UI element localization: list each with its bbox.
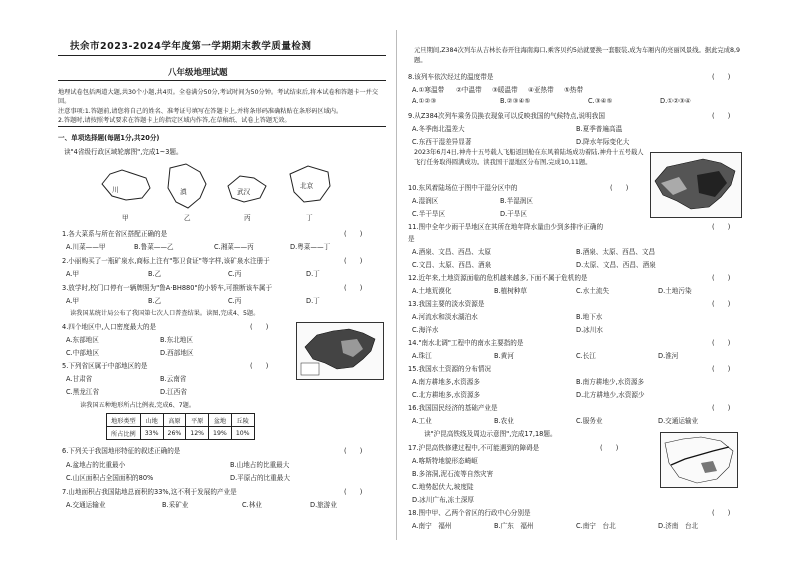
option[interactable]: B.山地占的比重最大 [230,461,290,469]
option: ④亚热带 [528,86,554,94]
intro-4-5: 读我国某统计局公布了我国第七次人口普查结果。读图,完成4、5题。 [70,310,260,317]
option[interactable]: A.甘肃省 [66,375,93,383]
option[interactable]: B.地下水 [576,313,603,321]
option[interactable]: C.丙 [228,297,242,305]
table-cell: 山地 [140,414,163,427]
option[interactable]: C.海洋水 [412,326,439,334]
intro-1-3: 读"4省级行政区域轮廓图",完成1~3题。 [64,148,183,156]
option[interactable]: D.降水年际变化大 [576,138,630,146]
option[interactable]: D.北方耕地少,水资源少 [576,391,645,399]
option[interactable]: D.交通运输业 [658,417,699,425]
intro-8-9: 元旦期间,Z384次列车从吉林长春开往海南海口,乘客贝约5站就要换一套服装,成为车厢内的亮丽风景线。据此完成8,9题。 [414,47,741,64]
option[interactable]: B.②③④⑤ [500,97,531,105]
answer-paren[interactable]: ( ) [712,404,731,412]
railway-map [660,432,738,488]
option[interactable]: A.土地荒漠化 [412,287,452,295]
column-divider [396,30,397,540]
question-16: 16.我国国民经济的基础产业是 [408,404,498,412]
relief-table [106,413,255,440]
option[interactable]: C.③④⑤ [588,97,613,105]
option[interactable]: C.湘菜——丙 [214,243,254,251]
option[interactable]: B.乙 [148,270,162,278]
question-18: 18.图中甲、乙两个省区的行政中心分别是 [408,509,531,517]
option[interactable]: B.黄河 [494,352,514,360]
table-cell: 26% [163,427,186,440]
option[interactable]: A.喀斯特地貌形态崎岖 [412,457,478,465]
option[interactable]: C.地势起伏大,坡度陡 [412,483,474,491]
option[interactable]: B.植树种草 [494,287,527,295]
question-10: 10.东风着陆场位于图中干湿分区中的 [408,184,518,192]
option[interactable]: C.黑龙江省 [66,388,100,396]
option: A.①寒温带 [412,86,445,94]
option[interactable]: A.工业 [412,417,432,425]
option[interactable]: D.土地污染 [658,287,692,295]
question-6: 6.下列关于我国地形特征的叙述正确的是 [62,447,181,455]
option: ③暖温带 [492,86,518,94]
question-7: 7.山地面积占我国陆地总面积的33%,这不利于发展的产业是 [62,488,237,496]
question-3: 3.放学时,校门口停有一辆牌照为"鲁A·BH880"的小轿车,可推断该车属于 [62,284,273,292]
question-2: 2.小丽购买了一瓶矿泉水,商标上注有"鄂卫食证"等字样,该矿泉水注册于 [62,257,270,265]
answer-paren[interactable]: ( ) [344,230,363,238]
option[interactable]: B.多溶洞,泥石流等自然灾害 [412,470,494,478]
option[interactable]: A.甲 [66,297,80,305]
question-11-cont: 是 [408,235,415,243]
option[interactable]: D.平原占的比重最大 [230,474,290,482]
province-outline-jia [96,166,154,204]
option[interactable]: A.河流水和淡水湖泊水 [412,313,478,321]
exam-subtitle: 八年级地理试题 [168,68,228,78]
intro-10-11: 2023年6月4日,神舟十五号载人飞船返回舱在东风着陆场成功着陆,神舟十五号载人飞行任务取得圆满成功。读我国干湿地区分布图,完成10,11题。 [414,149,644,166]
question-1: 1.各大菜系与所在省区搭配正确的是 [62,230,168,238]
option[interactable]: D.丁 [306,270,320,278]
railway-outline-icon [661,433,737,487]
question-5: 5.下列省区属于中部地区的是 [62,362,148,370]
table-cell: 19% [209,427,232,440]
china-outline-icon [651,153,741,217]
answer-paren[interactable]: ( ) [712,112,731,120]
option[interactable]: A.川菜——甲 [66,243,106,251]
note-line: 地理试卷包括两道大题,共30个小题,共4页。全卷满分50分,考试时间为50分钟。考试结束后,将本试卷和答题卡一并交回。 [58,89,379,106]
option[interactable]: A.湿润区 [412,197,439,205]
option[interactable]: A.珠江 [412,352,432,360]
table-cell: 33% [140,427,163,440]
china-outline-icon [297,323,383,379]
option[interactable]: A.甲 [66,270,80,278]
option[interactable]: C.水土流失 [576,287,610,295]
option[interactable]: B.南方耕地少,水资源多 [576,378,645,386]
question-11: 11.图中全年少雨干旱地区在其所在地年降水量由少到多排序正确的 [408,223,604,231]
option[interactable]: C.北方耕地多,水资源多 [412,391,481,399]
note-line: 注意事项:1.答题前,请您将自己的姓名、准考证号填写在答题卡上,并将条形码准确粘贴在条形码区域内。 [58,107,343,115]
option[interactable]: D.冰川广布,冻土深厚 [412,496,475,504]
answer-paren[interactable]: ( ) [712,365,731,373]
map-label-jia: 川 [112,186,119,194]
question-8: 8.该列车依次经过的温度带是 [408,73,494,81]
question-13: 13.我国主要的淡水资源是 [408,300,485,308]
answer-paren[interactable]: ( ) [712,300,731,308]
answer-paren[interactable]: ( ) [600,444,619,452]
option[interactable]: A.酒泉、文昌、西昌、太原 [412,248,492,256]
answer-paren[interactable]: ( ) [712,223,731,231]
answer-paren[interactable]: ( ) [344,447,363,455]
option[interactable]: B.夏季普遍高温 [576,125,623,133]
option[interactable]: D.粤菜——丁 [290,243,331,251]
option[interactable]: B.采矿业 [162,501,189,509]
answer-paren[interactable]: ( ) [712,509,731,517]
option[interactable]: D.旅游业 [310,501,337,509]
option[interactable]: A.①②③ [412,97,437,105]
question-9: 9.从Z384次列车乘务员换衣现象可以反映我国的气候特点,说明我国 [408,112,605,120]
section-heading: 一、单项选择题(每题1分,共20分) [58,134,160,142]
subtitle-rule [58,80,386,81]
dry-wet-region-map [650,152,742,218]
map-label-yi: 滇 [180,188,187,196]
option[interactable]: A.冬季南北温差大 [412,125,465,133]
answer-paren[interactable]: ( ) [712,73,731,81]
option[interactable]: C.丙 [228,270,242,278]
answer-paren[interactable]: ( ) [712,274,731,282]
option[interactable]: D.济南 台北 [658,522,699,530]
option[interactable]: B.半湿润区 [500,197,533,205]
map-caption-ding: 丁 [306,214,313,222]
answer-paren[interactable]: ( ) [250,323,269,331]
answer-paren[interactable]: ( ) [250,362,269,370]
option[interactable]: B.云南省 [160,375,187,383]
question-14: 14."南水北调"工程中的南水主要指的是 [408,339,524,347]
option[interactable]: A.交通运输业 [66,501,106,509]
option[interactable]: D.江西省 [160,388,187,396]
option[interactable]: D.①②③④ [660,97,691,105]
table-cell: 12% [186,427,209,440]
option[interactable]: B.鲁菜——乙 [134,243,174,251]
option[interactable]: B.酒泉、太原、西昌、文昌 [576,248,656,256]
option[interactable]: B.乙 [148,297,162,305]
option[interactable]: D.干旱区 [500,210,527,218]
question-12: 12.近年来,土地资源面临的危机越来越多,下面不属于危机的是 [408,274,588,282]
option[interactable]: C.文昌、太原、西昌、酒泉 [412,261,492,269]
table-cell: 丘陵 [231,414,254,427]
question-15: 15.我国水土资源的分布情况 [408,365,492,373]
table-cell: 盆地 [209,414,232,427]
question-17: 17.沪昆高铁修建过程中,不可能遇到的障碍是 [408,444,540,452]
answer-paren[interactable]: ( ) [344,284,363,292]
option[interactable]: C.南宁 台北 [576,522,616,530]
option[interactable]: D.淮河 [658,352,679,360]
option[interactable]: C.中部地区 [66,349,100,357]
option[interactable]: B.广东 福州 [494,522,534,530]
option[interactable]: D.太原、文昌、西昌、酒泉 [576,261,656,269]
map-caption-jia: 甲 [122,214,129,222]
option[interactable]: A.东部地区 [66,336,99,344]
option[interactable]: A.南方耕地多,水资源多 [412,378,480,386]
option[interactable]: D.丁 [306,297,320,305]
option[interactable]: C.东西干湿差异显著 [412,138,472,146]
map-label-ding: 北京 [300,182,314,190]
option[interactable]: D.西部地区 [160,349,194,357]
intro-6-7: 读我国五种地形所占比例表,完成6、7题。 [80,402,196,409]
map-caption-yi: 乙 [184,214,191,222]
map-caption-bing: 丙 [244,214,251,222]
option[interactable]: C.山区面积占全国面积的80% [66,474,154,482]
table-cell: 所占比例 [107,427,141,440]
option: ②中温带 [456,86,482,94]
exam-notes [58,88,386,125]
intro-17-18: 读"沪昆高铁线及周边示意图",完成17,18题。 [424,430,557,438]
map-label-bing: 武汉 [237,188,251,196]
notes-rule [58,126,386,127]
title-rule [58,55,386,56]
option[interactable]: C.长江 [576,352,596,360]
option[interactable]: D.冰川水 [576,326,603,334]
question-4: 4.四个地区中,人口密度最大的是 [62,323,157,331]
option[interactable]: C.林业 [242,501,262,509]
table-row [107,427,255,440]
option: ⑤热带 [564,86,584,94]
china-region-map [296,322,384,380]
option[interactable]: B.农业 [494,417,514,425]
answer-paren[interactable]: ( ) [712,339,731,347]
answer-paren[interactable]: ( ) [344,257,363,265]
table-cell: 10% [231,427,254,440]
table-cell: 平原 [186,414,209,427]
option[interactable]: C.半干旱区 [412,210,446,218]
option[interactable]: A.盆地占的比重最小 [66,461,126,469]
answer-paren[interactable]: ( ) [344,488,363,496]
option[interactable]: C.服务业 [576,417,603,425]
answer-paren[interactable]: ( ) [610,184,629,192]
note-line: 2.答题时,请按照考试要求在答题卡上的指定区域内作答,在草稿纸、试卷上答题无效。 [58,116,291,124]
option[interactable]: B.东北地区 [160,336,193,344]
table-cell: 地形类型 [107,414,141,427]
table-row [107,414,255,427]
option[interactable]: A.南宁 福州 [412,522,452,530]
exam-title: 扶余市2023-2024学年度第一学期期末教学质量检测 [70,41,312,52]
table-cell: 高原 [163,414,186,427]
